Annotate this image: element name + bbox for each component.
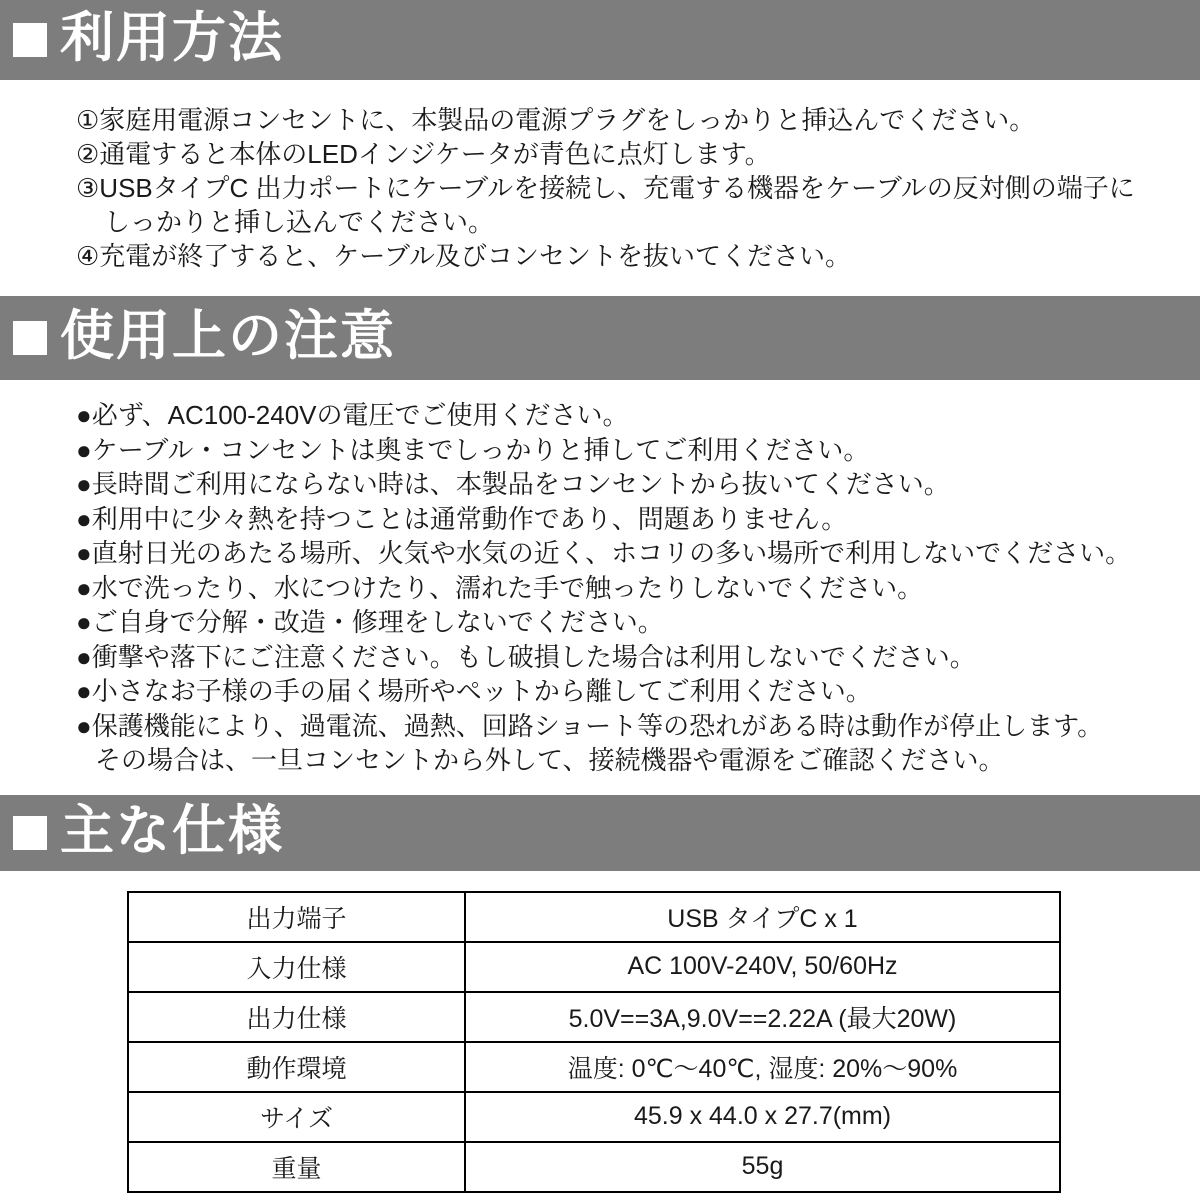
spec-value: 温度: 0℃～40℃, 湿度: 20%～90% [465, 1042, 1060, 1092]
caution-item-3: ●長時間ご利用にならない時は、本製品をコンセントから抜いてください。 [76, 469, 950, 499]
spec-row-output [128, 992, 1060, 1042]
usage-step-4: ④充電が終了すると、ケーブル及びコンセントを抜いてください。 [76, 241, 851, 271]
spec-row-input [128, 942, 1060, 992]
caution-item-9: ●小さなお子様の手の届く場所やペットから離してご利用ください。 [76, 676, 872, 706]
spec-value: AC 100V-240V, 50/60Hz [465, 942, 1060, 992]
caution-list [76, 398, 1160, 778]
caution-item-5: ●直射日光のあたる場所、火気や水気の近く、ホコリの多い場所で利用しないでください。 [76, 538, 1132, 568]
spec-value: USB タイプC x 1 [465, 892, 1060, 942]
caution-item-10: ●保護機能により、過電流、過熱、回路ショート等の恐れがある時は動作が停止します。 [76, 710, 1104, 741]
usage-step-3: ③USBタイプC 出力ポートにケーブルを接続し、充電する機器をケーブルの反対側の端子に [76, 173, 1135, 203]
spec-table [127, 891, 1061, 1193]
usage-step-2: ②通電すると本体のLEDインジケータが青色に点灯します。 [76, 139, 771, 169]
caution-item-7: ●ご自身で分解・改造・修理をしないでください。 [76, 607, 664, 637]
caution-item-6: ●水で洗ったり、水につけたり、濡れた手で触ったりしないでください。 [76, 572, 924, 603]
spec-label: 入力仕様 [128, 942, 465, 992]
section-title-specs: 主な仕様 [60, 800, 284, 861]
spec-label: 出力仕様 [128, 992, 465, 1042]
usage-steps [76, 103, 1160, 273]
spec-label: サイズ [128, 1092, 465, 1142]
spec-label: 動作環境 [128, 1042, 465, 1092]
caution-item-8: ●衝撃や落下にご注意ください。もし破損した場合は利用しないでください。 [76, 641, 976, 672]
usage-step-1: ①家庭用電源コンセントに、本製品の電源プラグをしっかりと挿込んでください。 [76, 105, 1036, 135]
caution-item-1: ●必ず、AC100-240Vの電圧でご使用ください。 [76, 400, 629, 430]
white-square-icon [13, 23, 47, 57]
section-header-cautions [0, 296, 1200, 380]
section-header-usage [0, 0, 1200, 80]
section-header-specs [0, 795, 1200, 871]
spec-value: 55g [465, 1142, 1060, 1192]
white-square-icon [13, 816, 47, 850]
section-title-usage: 利用方法 [60, 8, 284, 68]
spec-value: 45.9 x 44.0 x 27.7(mm) [465, 1092, 1060, 1142]
spec-row-weight [128, 1142, 1060, 1192]
spec-label: 出力端子 [128, 892, 465, 942]
spec-row-output-port [128, 892, 1060, 942]
caution-item-10-continued: その場合は、一旦コンセントから外して、接続機器や電源をご確認ください。 [95, 745, 1005, 775]
white-square-icon [13, 321, 47, 355]
usage-step-3-continued: しっかりと挿し込んでください。 [104, 207, 495, 237]
caution-item-2: ●ケーブル・コンセントは奥までしっかりと挿してご利用ください。 [76, 434, 870, 465]
spec-row-size [128, 1092, 1060, 1142]
caution-item-4: ●利用中に少々熱を持つことは通常動作であり、問題ありません。 [76, 503, 848, 534]
section-title-cautions: 使用上の注意 [60, 306, 396, 366]
spec-row-environment [128, 1042, 1060, 1092]
spec-label: 重量 [128, 1142, 465, 1192]
spec-value: 5.0V==3A,9.0V==2.22A (最大20W) [465, 992, 1060, 1042]
